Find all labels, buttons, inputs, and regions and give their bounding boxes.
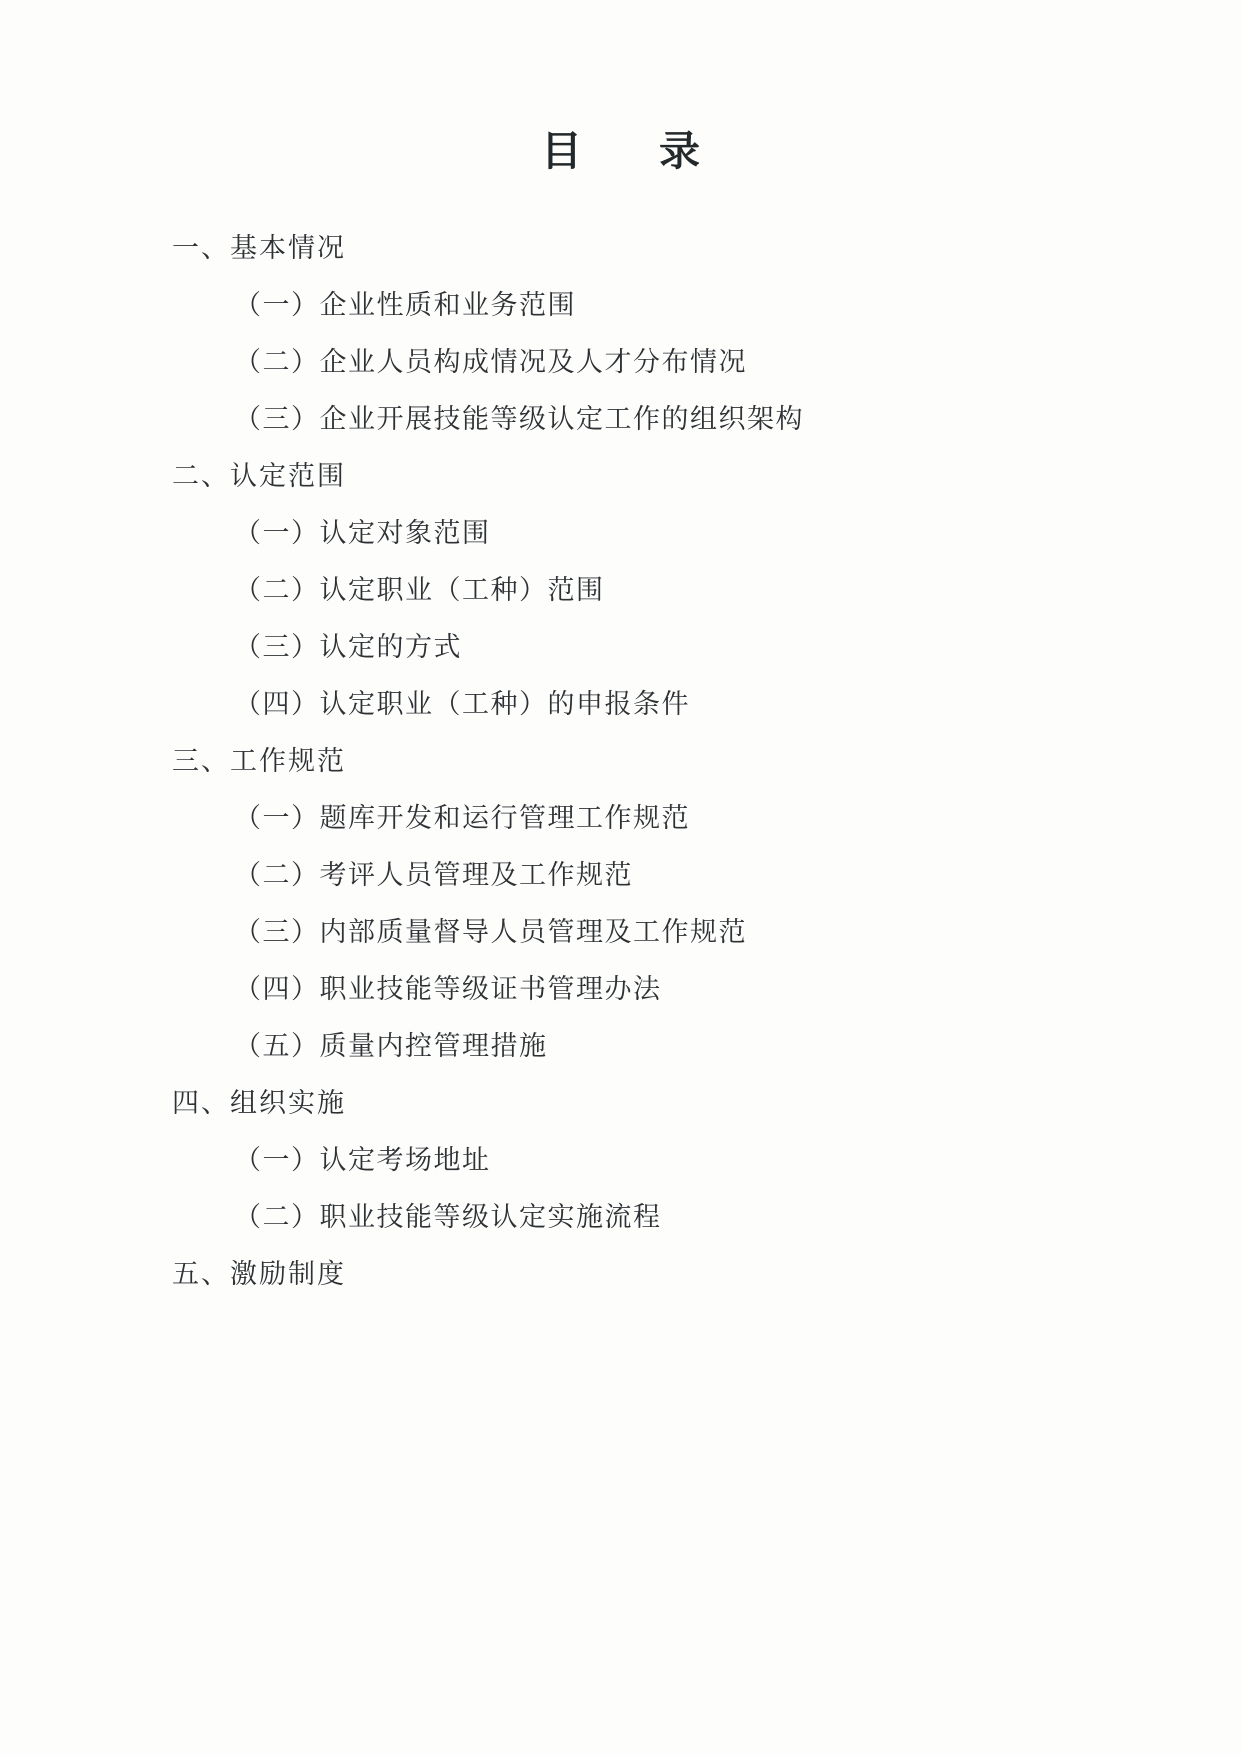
toc-entry-level-2[interactable]: （二）企业人员构成情况及人才分布情况 [234, 347, 747, 378]
toc-entry-level-2[interactable]: （一）企业性质和业务范围 [234, 290, 576, 321]
table-of-contents [0, 235, 1241, 1291]
toc-entry-level-2[interactable]: （一）认定对象范围 [234, 518, 491, 549]
toc-entry-level-1[interactable]: 一、基本情况 [172, 233, 346, 264]
toc-entry-level-2[interactable]: （三）认定的方式 [234, 632, 462, 663]
toc-entry-level-2[interactable]: （一）题库开发和运行管理工作规范 [234, 803, 690, 834]
toc-entry-level-2[interactable]: （二）认定职业（工种）范围 [234, 575, 605, 606]
toc-entry-level-2[interactable]: （五）质量内控管理措施 [234, 1031, 548, 1062]
toc-entry-level-2[interactable]: （三）企业开展技能等级认定工作的组织架构 [234, 404, 804, 435]
toc-entry-level-1[interactable]: 三、工作规范 [172, 746, 346, 777]
toc-entry-level-1[interactable]: 五、激励制度 [172, 1259, 346, 1290]
toc-entry-level-2[interactable]: （四）认定职业（工种）的申报条件 [234, 689, 690, 720]
toc-entry-level-2[interactable]: （四）职业技能等级证书管理办法 [234, 974, 662, 1005]
toc-entry-level-2[interactable]: （一）认定考场地址 [234, 1145, 491, 1176]
toc-entry-level-1[interactable]: 四、组织实施 [172, 1088, 346, 1119]
toc-entry-level-2[interactable]: （二）职业技能等级认定实施流程 [234, 1202, 662, 1233]
page-title: 目 录 [541, 127, 718, 175]
toc-entry-level-2[interactable]: （三）内部质量督导人员管理及工作规范 [234, 917, 747, 948]
toc-entry-level-1[interactable]: 二、认定范围 [172, 461, 346, 492]
toc-entry-level-2[interactable]: （二）考评人员管理及工作规范 [234, 860, 633, 891]
